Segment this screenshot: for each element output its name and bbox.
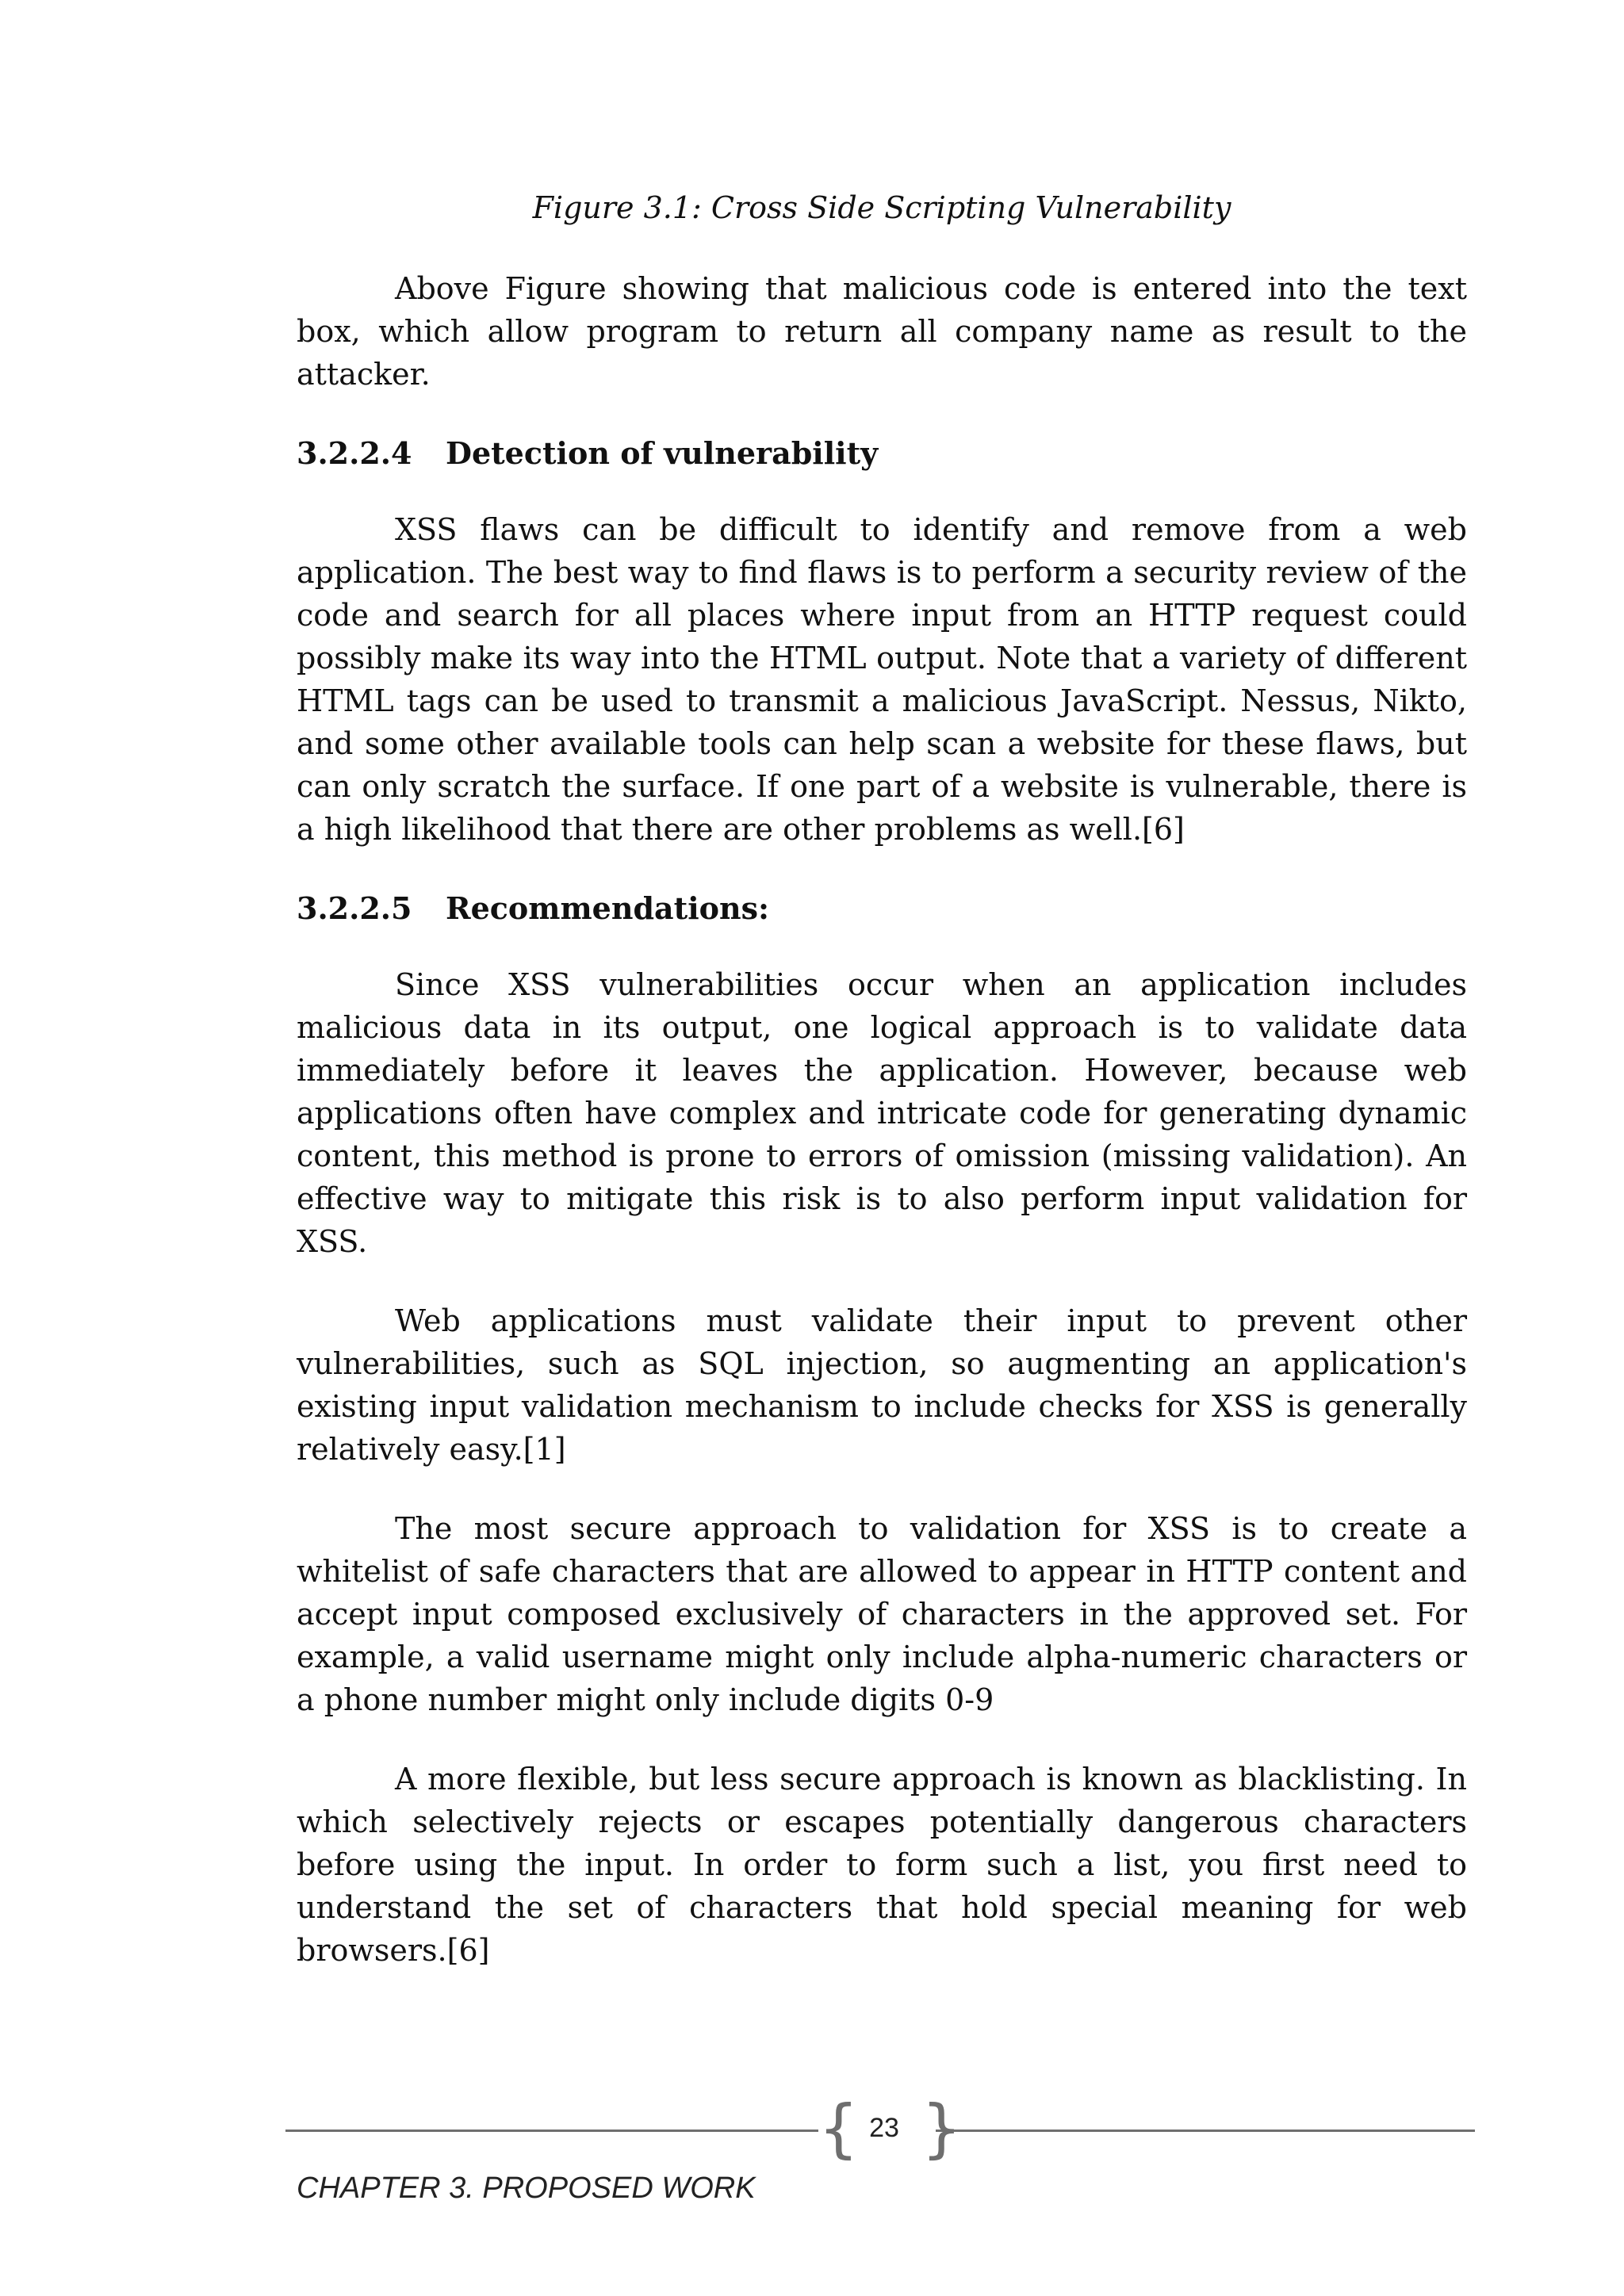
footer-rule-left <box>285 2130 818 2132</box>
page-content <box>297 186 1467 2008</box>
intro-paragraph: Above Figure showing that malicious code is entered into the text box, which allow program to return all company name as result to the attacker. <box>297 271 1467 392</box>
detection-heading-number: 3.2.2.4 <box>297 435 412 471</box>
recommendations-paragraph-1: Since XSS vulnerabilities occur when an application includes malicious data in its output, one logical approach is to validate data immediately before it leaves the application. However, because web applications often have complex and intricate code for generating dynamic content, this method is prone to errors of omission (missing validation). An effective way to mitigate this risk is to also perform input validation for XSS. <box>297 967 1467 1259</box>
recommendations-heading-title: Recommendations: <box>446 890 770 926</box>
chapter-footer: CHAPTER 3. PROPOSED WORK <box>297 2172 756 2205</box>
footer-rule-right <box>936 2130 1475 2132</box>
right-brace-icon: } <box>921 2091 962 2165</box>
recommendations-heading-number: 3.2.2.5 <box>297 890 412 926</box>
figure-caption: Figure 3.1: Cross Side Scripting Vulnerability <box>532 190 1231 225</box>
recommendations-paragraph-2: Web applications must validate their input to prevent other vulnerabilities, such as SQL injection, so augmenting an application's existing input validation mechanism to include checks for XSS is generally relatively easy.[1] <box>297 1303 1467 1467</box>
recommendations-heading <box>297 887 1467 930</box>
left-brace-icon: { <box>818 2091 859 2165</box>
recommendations-paragraph-3: The most secure approach to validation for XSS is to create a whitelist of safe characters that are allowed to appear in HTTP content and accept input composed exclusively of characters in the approved set. For example, a valid username might only include alpha-numeric characters or a phone number might only include digits 0-9 <box>297 1511 1467 1717</box>
detection-heading-title: Detection of vulnerability <box>446 435 879 471</box>
detection-paragraph: XSS flaws can be difficult to identify and remove from a web application. The best way to find flaws is to perform a security review of the code and search for all places where input from an HTTP request could possibly make its way into the HTML output. Note that a variety of different HTML tags can be used to transmit a malicious JavaScript. Nessus, Nikto, and some other available tools can help scan a website for these flaws, but can only scratch the surface. If one part of a website is vulnerable, there is a high likelihood that there are other problems as well.[6] <box>297 512 1467 847</box>
detection-heading <box>297 432 1467 475</box>
page-number: 23 <box>869 2113 899 2143</box>
recommendations-paragraph-4: A more flexible, but less secure approach is known as blacklisting. In which selectively rejects or escapes potentially dangerous characters before using the input. In order to form such a list, you first need to understand the set of characters that hold special meaning for web browsers.[6] <box>297 1762 1467 1968</box>
